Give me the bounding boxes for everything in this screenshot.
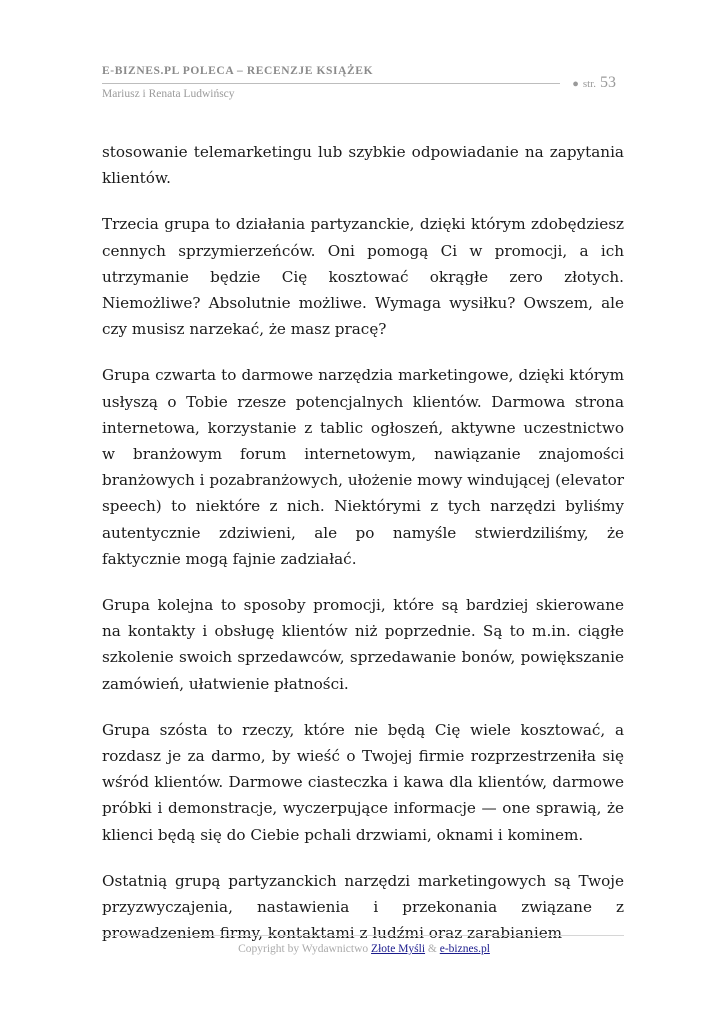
page-header bbox=[102, 62, 624, 106]
paragraph: Grupa szósta to rzeczy, które nie będą Cię wiele kosztować, a rozdasz je za darmo, by wieść o Twojej firmie rozprzestrzeniła się wśród klientów. Darmowe ciasteczka i kawa dla klientów, darmowe próbki i demonstracje, wyczerpujące informacje — one sprawią, że klienci będą się do Ciebie pchali drzwiami, oknami i kominem. bbox=[102, 720, 624, 844]
header-divider bbox=[102, 83, 560, 84]
bullet-icon: ● bbox=[572, 78, 579, 90]
footer-link-e-biznes[interactable]: e-biznes.pl bbox=[439, 943, 490, 955]
paragraph: Grupa kolejna to sposoby promocji, które są bardziej skierowane na kontakty i obsługę klientów niż poprzednie. Są to m.in. ciągłe szkolenie swoich sprzedawców, sprzedawanie bonów, powiększanie zamówień, ułatwienie płatności. bbox=[102, 596, 624, 693]
footer-link-zlote-mysli[interactable]: Złote Myśli bbox=[371, 943, 426, 955]
page-footer bbox=[0, 943, 728, 955]
document-body bbox=[102, 139, 624, 966]
page-number-value: 53 bbox=[600, 74, 616, 91]
footer-divider bbox=[102, 935, 624, 936]
footer-copyright: Copyright by Wydawnictwo bbox=[238, 943, 369, 955]
header-author: Mariusz i Renata Ludwińscy bbox=[102, 88, 235, 100]
paragraph: stosowanie telemarketingu lub szybkie odpowiadanie na zapytania klientów. bbox=[102, 143, 624, 188]
header-title: E-BIZNES.PL POLECA – RECENZJE KSIĄŻEK bbox=[102, 65, 374, 77]
footer-separator: & bbox=[427, 943, 437, 955]
paragraph: Trzecia grupa to działania partyzanckie, dzięki którym zdobędziesz cennych sprzymierzeńców. Oni pomogą Ci w promocji, a ich utrzymanie będzie Cię kosztować okrągłe zero złotych. Niemożliwe? Absolutnie możliwe. Wymaga wysiłku? Owszem, ale czy musisz narzekać, że masz pracę? bbox=[102, 215, 624, 339]
paragraph: Grupa czwarta to darmowe narzędzia marketingowe, dzięki którym usłyszą o Tobie rzesze potencjalnych klientów. Darmowa strona internetowa, korzystanie z tablic ogłoszeń, aktywne uczestnictwo w branżowym forum internetowym, nawiązanie znajomości branżowych i pozabranżowych, ułożenie mowy windującej (elevator speech) to niektóre z nich. Niektórymi z tych narzędzi byliśmy autentycznie zdziwieni, ale po namyśle stwierdziliśmy, że faktycznie mogą fajnie zadziałać. bbox=[102, 366, 624, 568]
page-number-label: str. bbox=[582, 78, 596, 90]
page-number bbox=[572, 74, 616, 92]
paragraph: Ostatnią grupą partyzanckich narzędzi marketingowych są Twoje przyzwyczajenia, nastawienia i przekonania związane z prowadzeniem firmy, kontaktami z ludźmi oraz zarabianiem bbox=[102, 871, 624, 943]
